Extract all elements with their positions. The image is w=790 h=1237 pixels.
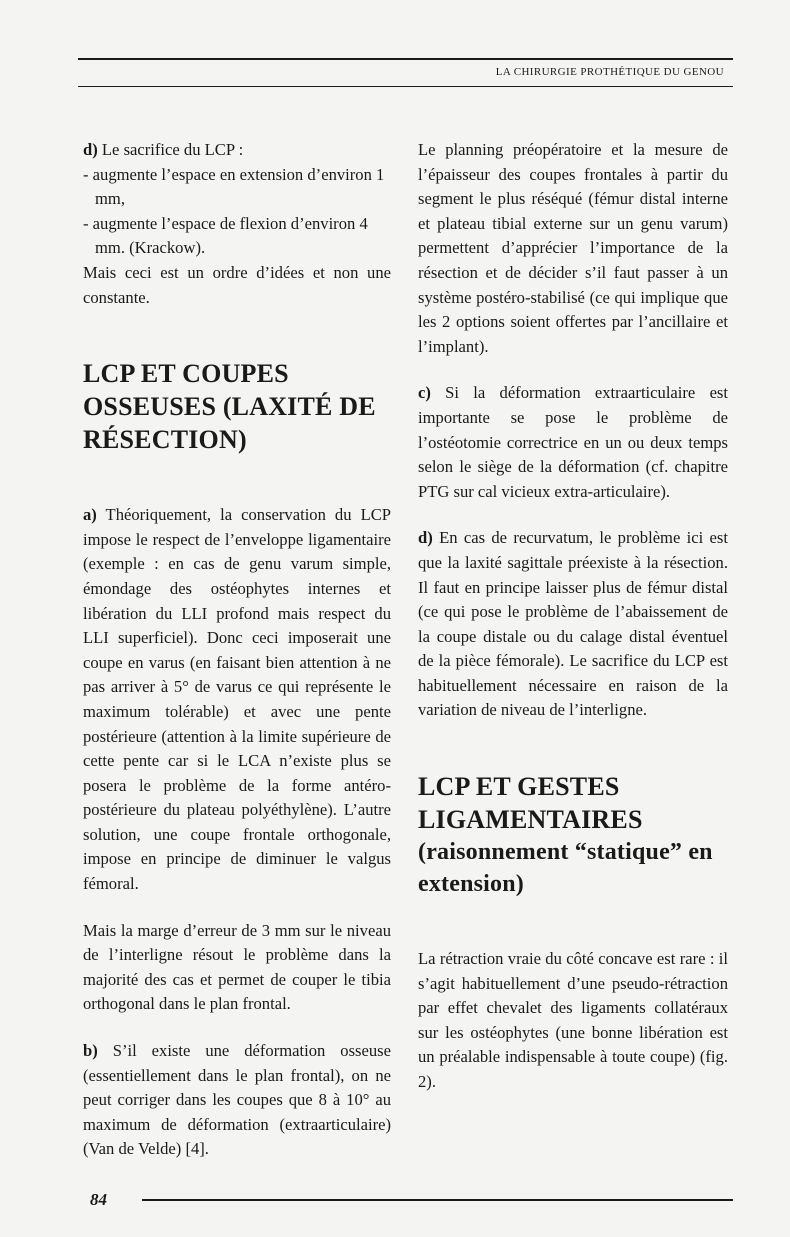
list-item: - augmente l’espace en extension d’environ 1 mm, (83, 164, 385, 209)
item-tag: d) (418, 528, 433, 548)
page-number: 84 (90, 1190, 107, 1209)
paragraph-retraction: La rétraction vraie du côté concave est rare : il s’agit habituellement d’une pseudo-rétraction par effet chevalet des ligaments collatéraux sur les ostéophytes (une bonne libération est un préalable indispensable à toute coupe) (fig. 2). (418, 949, 728, 1092)
item-text: Théoriquement, la conservation du LCP impose le respect de l’enveloppe ligamentaire (exemple : en cas de genu varum simple, émondage des ostéophytes internes et libération du LLI profond mais respect du LLI superficiel). Donc ceci imposerait une coupe en varus (en faisant bien attention à ne pas arriver à 5° de varus ce qui représente le maximum tolérable) et avec une pente postérieure (attention à la limite supérieure de cette pente car si le LCA n’existe plus se posera le problème de la forme antéro-postérieure du plateau polyéthylène). L’autre solution, une coupe frontale orthogonale, impose en principe de diminuer le valgus fémoral. (83, 505, 391, 894)
header-bottom-rule (78, 86, 733, 87)
item-text: En cas de recurvatum, le problème ici est que la laxité sagittale préexiste à la résection. Il faut en principe laisser plus de fémur distal (ce qui pose le problème de l’abaissement de la coupe distale ou du calage distal éventuel de la pièce fémorale). Le sacrifice du LCP est habituellement nécessaire en raison de la variation de niveau de l’interligne. (418, 528, 728, 720)
paragraph-a (83, 503, 391, 897)
paragraph-b (83, 1039, 391, 1162)
footer-rule (142, 1199, 733, 1201)
item-tag: d) (83, 140, 98, 159)
running-head: LA CHIRURGIE PROTHÉTIQUE DU GENOU (495, 66, 724, 78)
section-heading-gestes (418, 770, 728, 900)
heading-main: LCP ET GESTES LIGAMENTAIRES (418, 772, 643, 835)
paragraph-d-intro (83, 138, 391, 163)
paragraph-c (418, 381, 728, 504)
section-heading-coupes: LCP ET COUPES OSSEUSES (LAXITÉ DE RÉSECTION) (83, 359, 376, 455)
paragraph-d-recurvatum (418, 526, 728, 723)
header-top-rule (78, 58, 733, 60)
item-tag: c) (418, 383, 431, 403)
item-tag: a) (83, 505, 97, 525)
list-item: - augmente l’espace de flexion d’environ 4 mm. (Krackow). (83, 213, 368, 258)
right-column (418, 138, 728, 1095)
item-text: Le sacrifice du LCP : (97, 140, 244, 159)
paragraph-margin: Mais la marge d’erreur de 3 mm sur le niveau de l’interligne résout le problème dans la majorité des cas et permet de couper le tibia orthogonal dans le plan frontal. (83, 920, 391, 1014)
item-text: S’il existe une déformation osseuse (essentiellement dans le plan frontal), on ne peut corriger dans les coupes que 8 à 10° au maximum de déformation (extraarticulaire) (Van de Velde) [4]. (83, 1041, 391, 1159)
paragraph-planning: Le planning préopératoire et la mesure de l’épaisseur des coupes frontales à partir du segment le plus réséqué (fémur distal interne et plateau tibial externe sur un genu varum) permettent d’apprécier l’importance de la résection et de décider s’il faut passer à un système postéro-stabilisé (ce qui implique que les 2 options soient offertes par l’ancillaire et l’implant). (418, 140, 728, 356)
item-tag: b) (83, 1041, 98, 1061)
item-text: Si la déformation extraarticulaire est importante se pose le problème de l’ostéotomie correctrice en un ou deux temps selon le siège de la déformation (cf. chapitre PTG sur cal vicieux extra-articulaire). (418, 383, 728, 501)
heading-sub: (raisonnement “statique” en extension) (418, 839, 713, 898)
paragraph-d-note: Mais ceci est un ordre d’idées et non une constante. (83, 262, 391, 307)
left-column (83, 138, 391, 1162)
